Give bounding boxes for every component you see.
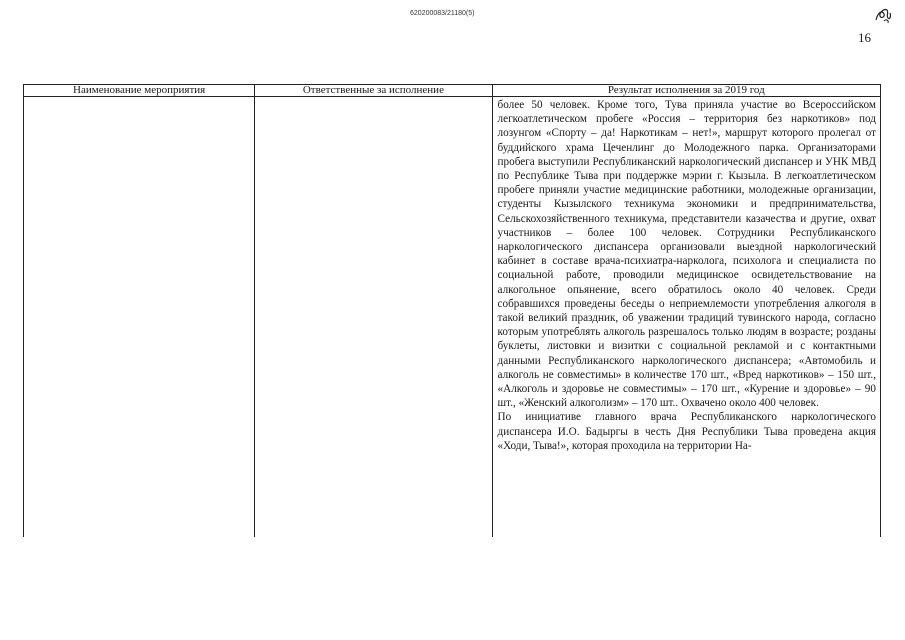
table-header-row xyxy=(24,85,881,97)
result-text xyxy=(493,97,880,453)
column-header-event: Наименование мероприятия xyxy=(24,85,255,97)
column-header-responsible: Ответственные за исполнение xyxy=(255,85,492,97)
cell-result xyxy=(492,97,880,538)
column-header-result: Результат исполнения за 2019 год xyxy=(492,85,880,97)
events-table xyxy=(23,84,881,537)
result-paragraph: более 50 человек. Кроме того, Тува приняла участие во Всероссийском легкоатлетическом пробеге «Россия – территория без наркотиков» под лозунгом «Спорту – да! Наркотикам – нет!», маршрут которого пролегал от буддийского храма Цеченлинг до Молодежного парка. Организаторами пробега выступили Республиканский наркологический диспансер и УНК МВД по Республике Тыва при поддержке мэрии г. Кызыла. В легкоатлетическом пробеге приняли участие медицинские работники, молодежные организации, студенты Кызылского техникума экономики и предпринимательства, Сельскохозяйственного техникума, представители казачества и другие, охват участников – более 100 человек. Сотрудники Республиканского наркологического диспансера организовали выездной наркологический кабинет в составе врача-психиатра-нарколога, психолога и специалиста по социальной работе, проводили медицинское освидетельствование на алкогольное опьянение, всего обратилось около 40 человек. Среди собравшихся проведены беседы о неприемлемости употребления алкоголя в такой великий праздник, об уважении традиций тувинского народа, согласно которым употреблять алкоголь разрешалось только людям в возрасте; розданы буклеты, листовки и визитки с социальной рекламой и с контактными данными Республиканского наркологического диспансера; «Автомобиль и алкоголь не совместимы» в количестве 170 шт., «Вред наркотиков» – 150 шт., «Алкоголь и здоровье не совместимы» – 170 шт., «Курение и здоровье» – 90 шт., «Женский алкоголизм» – 170 шт.. Охвачено около 400 человек. xyxy=(497,99,876,410)
result-paragraph: По инициативе главного врача Республиканского наркологического диспансера И.О. Бадыргы в честь Дня Республики Тыва проведена акция «Ходи, Тыва!», которая проходила на территории На- xyxy=(497,411,876,452)
cell-event-name xyxy=(24,97,255,538)
document-id: 620200083/21180(5) xyxy=(410,10,475,17)
page-number: 16 xyxy=(858,30,871,45)
cell-responsible xyxy=(255,97,492,538)
table-row xyxy=(24,97,881,538)
handwritten-mark-icon xyxy=(872,4,894,26)
